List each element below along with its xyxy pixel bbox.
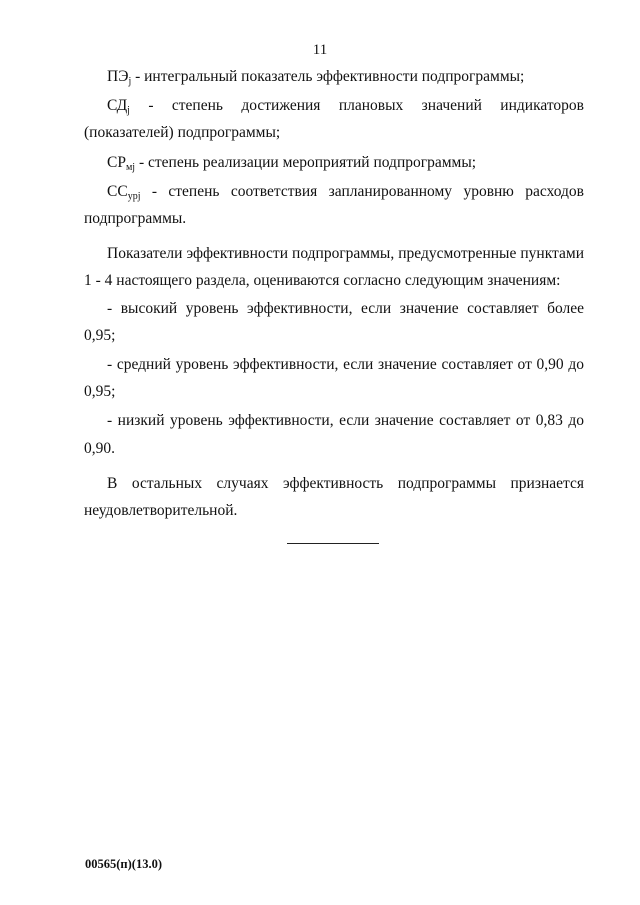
definition-subscript: мj	[125, 161, 136, 173]
definition-subscript: урj	[127, 190, 141, 202]
end-separator-line	[287, 543, 379, 544]
definition-symbol: СР	[107, 153, 126, 171]
definition-symbol: СС	[107, 182, 128, 200]
level-low: - низкий уровень эффективности, если значение составляет от 0,83 до 0,90.	[84, 412, 584, 457]
definition-expense-compliance	[84, 178, 584, 232]
definition-implementation-degree	[84, 149, 584, 176]
conclusion-paragraph: В остальных случаях эффективность подпрограммы признается неудовлетворительной.	[84, 474, 584, 520]
definition-achievement-degree	[84, 92, 584, 146]
definition-text: - степень достижения плановых значений индикаторов (показателей) подпрограммы;	[84, 97, 584, 142]
level-high: - высокий уровень эффективности, если значение составляет более 0,95;	[84, 299, 584, 344]
definition-text: - степень реализации мероприятий подпрограммы;	[135, 153, 477, 171]
definition-subscript: j	[127, 105, 130, 117]
document-body	[84, 63, 584, 524]
definition-text: - интегральный показатель эффективности подпрограммы;	[131, 68, 525, 85]
level-medium: - средний уровень эффективности, если значение составляет от 0,90 до 0,95;	[84, 356, 584, 401]
definition-symbol: ПЭ	[107, 68, 129, 85]
definition-integral-indicator	[84, 63, 584, 90]
document-code: 00565(п)(13.0)	[85, 857, 162, 871]
definition-text: - степень соответствия запланированному уровню расходов подпрограммы.	[84, 182, 584, 228]
page-number: 11	[312, 42, 328, 58]
definition-subscript: j	[128, 76, 132, 87]
indicators-intro: Показатели эффективности подпрограммы, предусмотренные пунктами 1 - 4 настоящего раздела, оцениваются согласно следующим значениям:	[84, 245, 584, 290]
definition-symbol: СД	[107, 97, 128, 115]
